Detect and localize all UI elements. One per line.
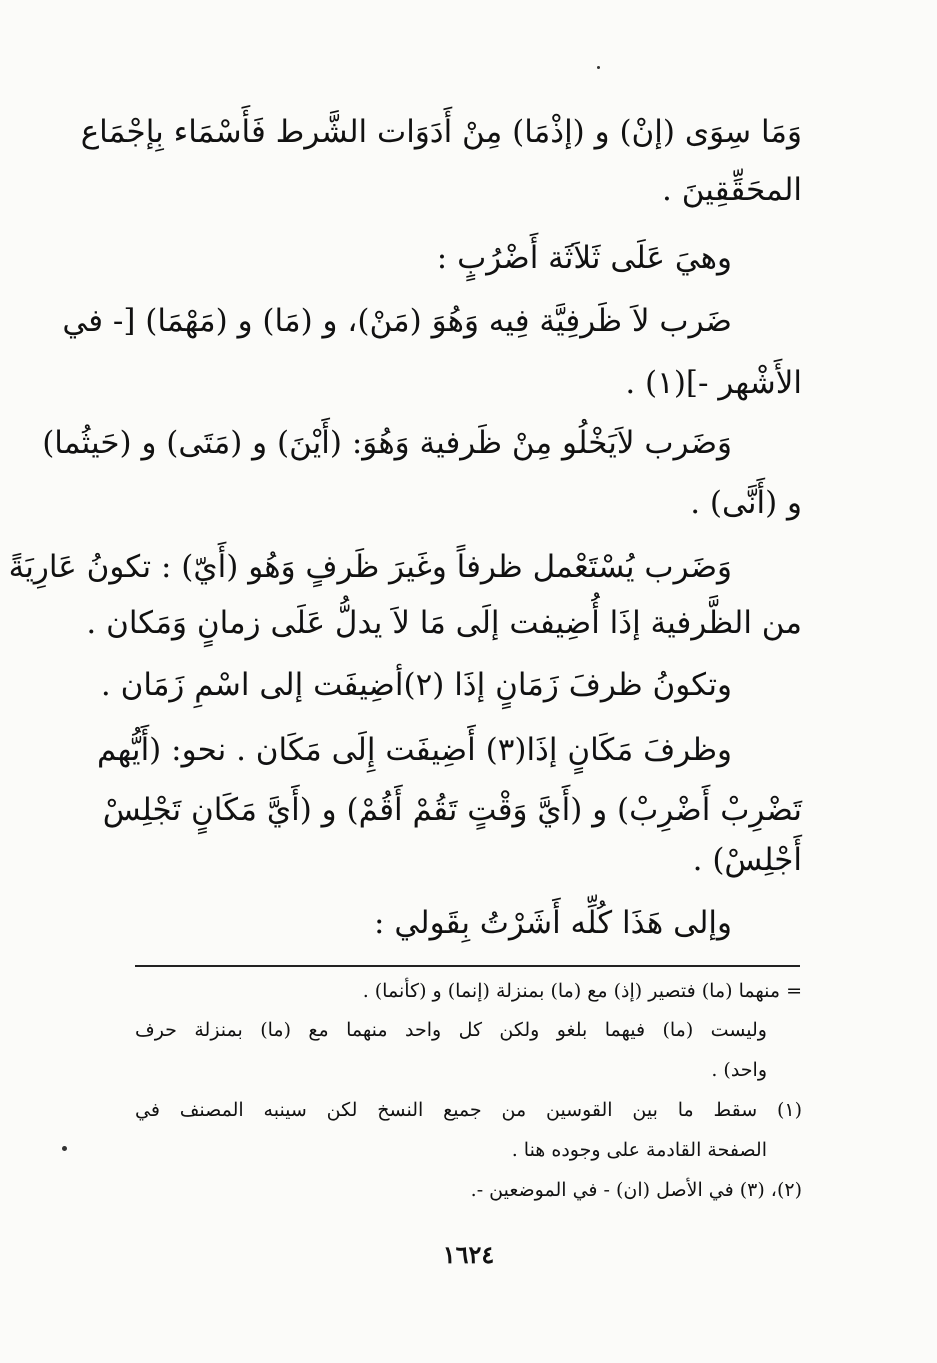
footnote-line-6: (٢)، (٣) في الأصل (ان) - في الموضعين -. bbox=[470, 1179, 802, 1201]
body-line-14: وإلى هَذَا كُلِّه أَشَرْتُ بِقَولي : bbox=[374, 905, 732, 941]
footnote-line-1: = منهما (ما) فتصير (إذ) مع (ما) بمنزلة (إنما) و (كأنما) . bbox=[362, 980, 802, 1002]
body-line-1: وَمَا سِوَى (إنْ) و (إذْمَا) مِنْ أَدَوَات الشَّرط فَأَسْمَاء بِإجْمَاع bbox=[80, 114, 802, 150]
body-line-2: المحَقِّقِينَ . bbox=[661, 172, 802, 208]
footnote-line-4: (١) سقط ما بين القوسين من جميع النسخ لكن سينبه المصنف في bbox=[135, 1099, 802, 1121]
page-number: ١٦٢٤ bbox=[442, 1240, 495, 1269]
body-line-5: الأَشْهر -](١) . bbox=[625, 365, 802, 401]
footnote-line-5: الصفحة القادمة على وجوده هنا . bbox=[511, 1139, 767, 1161]
body-line-9: من الظَّرفية إذَا أُضِيفت إلَى مَا لاَ يدلُّ عَلَى زمانٍ وَمَكان . bbox=[86, 605, 802, 641]
body-line-12: تَضْرِبْ أَضْرِبْ) و (أَيَّ وَقْتٍ تَقُمْ أَقُمْ) و (أَيَّ مَكَانٍ تَجْلِسْ bbox=[102, 792, 802, 828]
body-line-11: وظرفَ مَكَانٍ إذَا(٣) أَضِيفَت إِلَى مَكَان . نحو: (أَيُّهم bbox=[97, 732, 732, 768]
scan-speck bbox=[62, 1146, 67, 1151]
footnote-line-2: وليست (ما) فيهما بلغو ولكن كل واحد منهما مع (ما) بمنزلة حرف bbox=[135, 1019, 767, 1041]
footnote-separator bbox=[135, 965, 800, 967]
body-line-6: وَضَرب لاَيَخْلُو مِنْ ظَرفية وَهُوَ: (أَيْنَ) و (مَتَى) و (حَيثُما) bbox=[42, 425, 732, 461]
scan-speck bbox=[597, 66, 600, 69]
body-line-7: و (أَنَّى) . bbox=[690, 485, 802, 521]
body-line-4: ضَرب لاَ ظَرفِيَّة فِيه وَهُوَ (مَنْ)، و (مَا) و (مَهْمَا) [- في bbox=[62, 303, 732, 339]
body-line-8: وَضَرب يُسْتَعْمل ظرفاً وغَيرَ ظَرفٍ وَهُو (أَيّ) : تكونُ عَارِيَةً bbox=[8, 549, 732, 585]
body-line-3: وهيَ عَلَى ثَلاَثَة أَضْرُبٍ : bbox=[436, 240, 732, 276]
body-line-10: وتكونُ ظرفَ زَمَانٍ إذَا (٢)أضِيفَت إلى اسْمِ زَمَان . bbox=[100, 667, 732, 703]
body-line-13: أَجْلِسْ) . bbox=[692, 842, 802, 878]
footnote-line-3: واحد) . bbox=[711, 1059, 767, 1081]
